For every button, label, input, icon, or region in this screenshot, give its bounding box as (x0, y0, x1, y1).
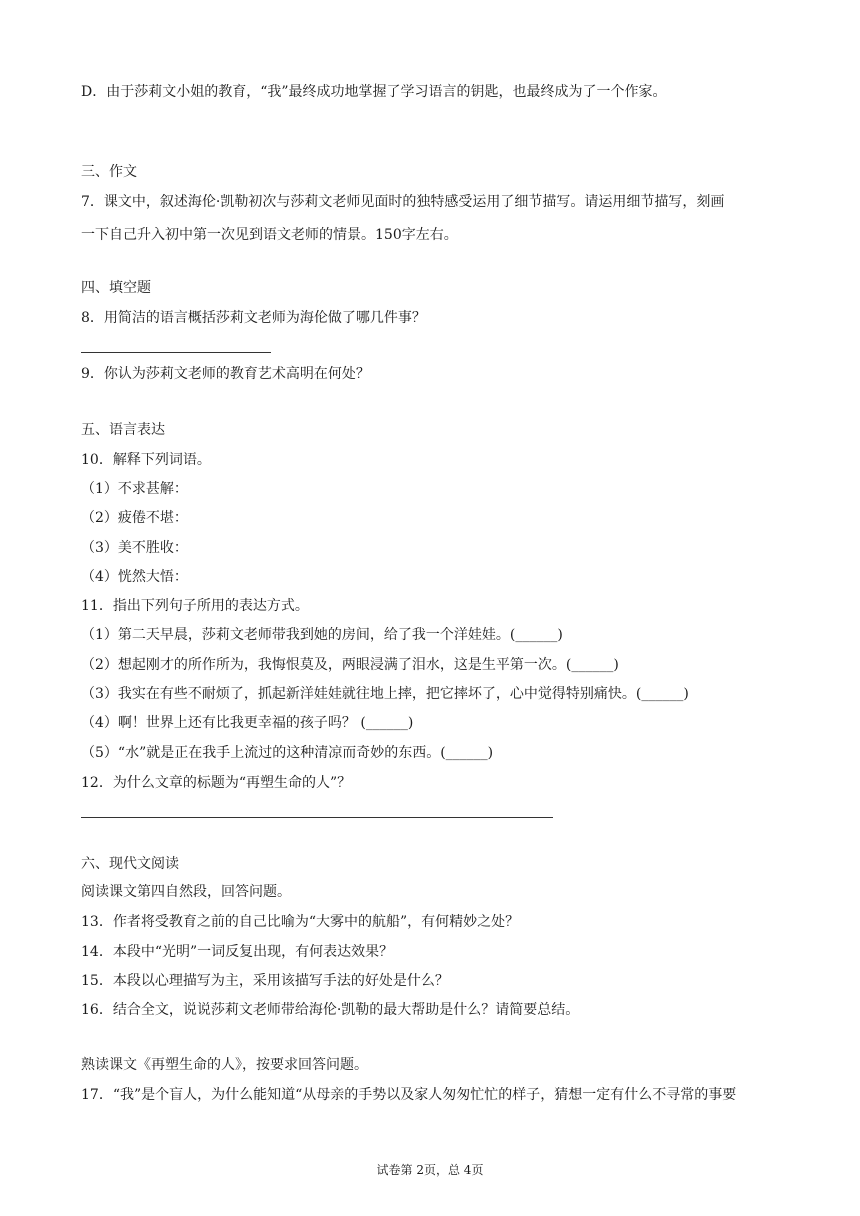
question-10-item-3: （3）美不胜收： (81, 540, 188, 556)
question-8: 8．用简洁的语言概括莎莉文老师为海伦做了哪几件事？ (81, 310, 426, 326)
question-17: 17．“我”是个盲人，为什么能知道“从母亲的手势以及家人匆匆忙忙的样子，猜想一定有什么不寻常的事要 (81, 1087, 737, 1103)
question-10-item-4: （4）恍然大悟： (81, 569, 188, 585)
question-7-line-1: 7．课文中，叙述海伦·凯勒初次与莎莉文老师见面时的独特感受运用了细节描写。请运用细节描写，刻画 (81, 194, 725, 210)
section-6-intro: 阅读课文第四自然段，回答问题。 (81, 884, 291, 900)
section-6-heading: 六、现代文阅读 (81, 856, 179, 872)
section-5-heading: 五、语言表达 (81, 422, 165, 438)
question-11-item-2: （2）想起刚才的所作所为，我悔恨莫及，两眼浸满了泪水，这是生平第一次。(______) (81, 657, 619, 673)
question-11-item-3: （3）我实在有些不耐烦了，抓起新洋娃娃就往地上摔，把它摔坏了，心中觉得特别痛快。(______) (81, 686, 689, 702)
question-11: 11．指出下列句子所用的表达方式。 (81, 598, 309, 614)
question-11-item-5: （5）“水”就是正在我手上流过的这种清凉而奇妙的东西。(______) (81, 745, 494, 761)
question-14: 14．本段中“光明”一词反复出现，有何表达效果？ (81, 944, 394, 960)
section-4-heading: 四、填空题 (81, 280, 151, 296)
answer-line-8 (81, 352, 271, 353)
question-7-line-2: 一下自己升入初中第一次见到语文老师的情景。150字左右。 (81, 227, 458, 243)
question-16: 16．结合全文，说说莎莉文老师带给海伦·凯勒的最大帮助是什么？请简要总结。 (81, 1002, 580, 1018)
question-10: 10．解释下列词语。 (81, 452, 211, 468)
question-11-item-4: （4）啊！世界上还有比我更幸福的孩子吗？ (______) (81, 715, 414, 731)
section-3-heading: 三、作文 (81, 164, 137, 180)
question-11-item-1: （1）第二天早晨，莎莉文老师带我到她的房间，给了我一个洋娃娃。(______) (81, 627, 563, 643)
question-15: 15．本段以心理描写为主，采用该描写手法的好处是什么？ (81, 973, 449, 989)
option-d: D．由于莎莉文小姐的教育，“我”最终成功地掌握了学习语言的钥匙，也最终成为了一个作家。 (81, 84, 667, 100)
question-10-item-1: （1）不求甚解： (81, 481, 188, 497)
question-13: 13．作者将受教育之前的自己比喻为“大雾中的航船”，有何精妙之处？ (81, 914, 520, 930)
page-footer: 试卷第 2页，总 4页 (376, 1163, 484, 1177)
reading-intro: 熟读课文《再塑生命的人》，按要求回答问题。 (81, 1057, 368, 1073)
question-10-item-2: （2）疲倦不堪： (81, 510, 188, 526)
answer-line-12 (81, 817, 553, 818)
question-9: 9．你认为莎莉文老师的教育艺术高明在何处？ (81, 366, 370, 382)
question-12: 12．为什么文章的标题为“再塑生命的人”？ (81, 775, 352, 791)
